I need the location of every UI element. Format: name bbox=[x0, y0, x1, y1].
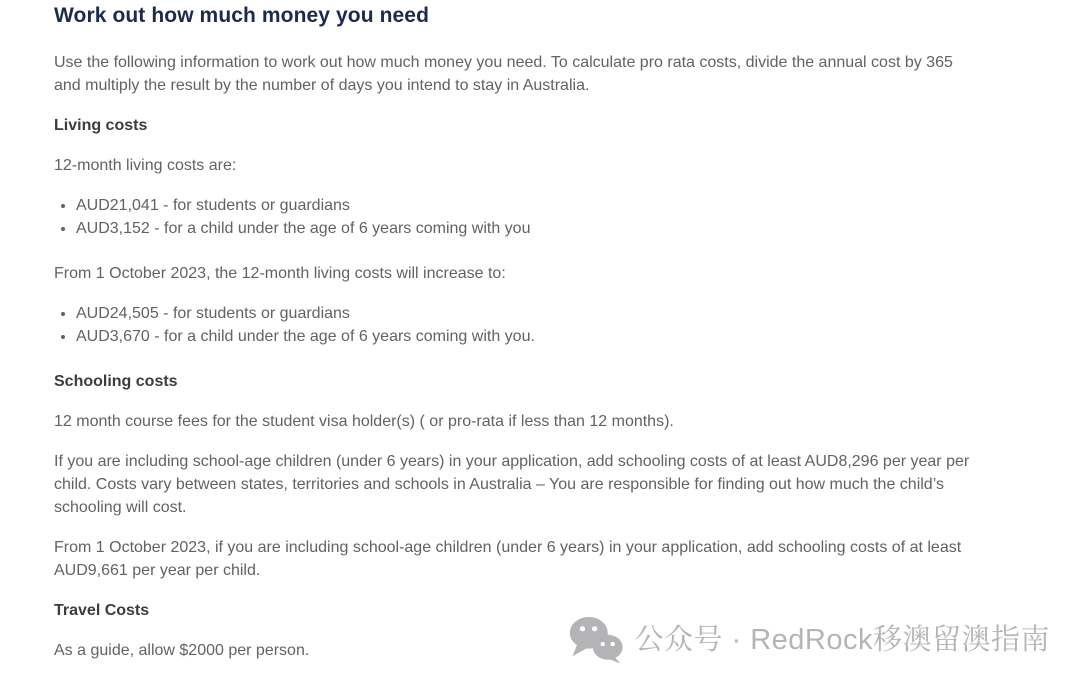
bullet-item: • AUD24,505 - for students or guardians bbox=[76, 302, 976, 325]
paragraph: 12-month living costs are: bbox=[54, 157, 237, 174]
paragraph: As a guide, allow $2000 per person. bbox=[54, 642, 310, 659]
watermark-text: 公众号 · RedRock移澳留澳指南 bbox=[634, 623, 1050, 656]
bullet-list bbox=[54, 194, 976, 240]
paragraph: From 1 October 2023, if you are including school-age children (under 6 years) in your application, add schooling costs of at least AUD9,661 per year per child. bbox=[54, 539, 962, 579]
section-heading: Living costs bbox=[54, 117, 148, 134]
bullet-list bbox=[54, 302, 976, 348]
bullet-item: • AUD3,152 - for a child under the age of 6 years coming with you bbox=[76, 217, 976, 240]
page-title: Work out how much money you need bbox=[54, 4, 430, 27]
paragraph: 12 month course fees for the student visa holder(s) ( or pro-rata if less than 12 months). bbox=[54, 413, 674, 430]
paragraph: If you are including school-age children (under 6 years) in your application, add schooling costs of at least AUD8,296 per year per child. Costs vary between states, territories and schools in Australia – You are responsible for finding out how much the child’s schooling will cost. bbox=[54, 453, 970, 516]
article bbox=[54, 2, 976, 679]
bullet-item: • AUD3,670 - for a child under the age of 6 years coming with you. bbox=[76, 325, 976, 348]
section-heading: Travel Costs bbox=[54, 602, 150, 619]
paragraph: From 1 October 2023, the 12-month living costs will increase to: bbox=[54, 265, 506, 282]
bullet-item: • AUD21,041 - for students or guardians bbox=[76, 194, 976, 217]
paragraph: Use the following information to work out how much money you need. To calculate pro rata costs, divide the annual cost by 365 and multiply the result by the number of days you intend to stay in Australia. bbox=[54, 54, 953, 94]
section-heading: Schooling costs bbox=[54, 373, 178, 390]
